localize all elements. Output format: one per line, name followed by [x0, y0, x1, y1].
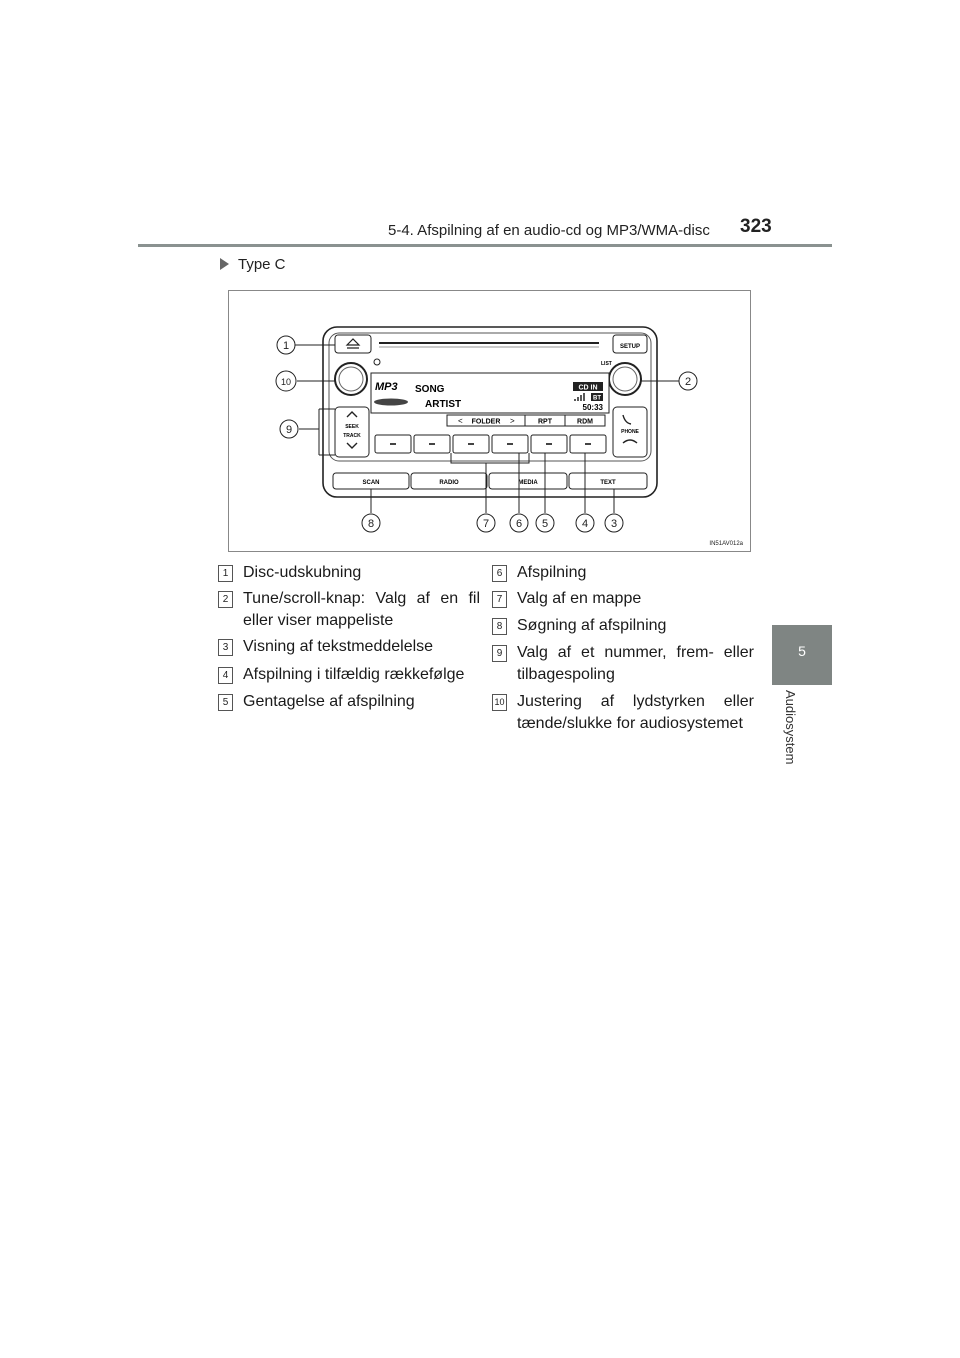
time-label: 50:33	[582, 403, 603, 412]
mp3-label: MP3	[375, 381, 398, 393]
legend-text: Gentagelse af afspilning	[243, 693, 415, 710]
legend-text: Afspilning	[517, 564, 587, 581]
callout-10: 10	[280, 377, 292, 387]
radio-label: RADIO	[439, 480, 459, 486]
legend-number: 8	[492, 618, 507, 635]
folder-right-icon: >	[510, 416, 515, 426]
artist-label: ARTIST	[425, 399, 462, 410]
track-label: TRACK	[343, 433, 361, 439]
legend-number: 9	[492, 645, 507, 662]
callout-4: 4	[581, 518, 589, 530]
tune-knob	[609, 363, 641, 395]
legend-text: Søgning af afspilning	[517, 617, 667, 634]
legend-text: Justering af lydstyrken eller tænde/slukke for audiosystemet	[517, 693, 754, 732]
figure-code: IN51AV012a	[709, 541, 743, 547]
chapter-label	[783, 690, 808, 800]
legend-number: 6	[492, 565, 507, 582]
folder-label: FOLDER	[471, 418, 501, 426]
callout-2: 2	[684, 376, 692, 388]
folder-left-icon: <	[458, 416, 463, 426]
seek-track-button	[335, 407, 369, 457]
callout-7: 7	[482, 518, 490, 530]
legend-text: Valg af et nummer, frem- eller tilbagespoling	[517, 644, 754, 683]
legend-text: Valg af en mappe	[517, 590, 642, 607]
rpt-label: RPT	[538, 418, 552, 426]
song-label: SONG	[415, 384, 445, 395]
callout-3: 3	[610, 518, 618, 530]
legend-text: Tune/scroll-knap: Valg af en fil eller viser mappeliste	[243, 590, 480, 629]
rdm-label: RDM	[577, 418, 593, 426]
legend-number: 3	[218, 639, 233, 656]
page-number: 323	[740, 216, 772, 237]
section-marker	[220, 256, 286, 273]
section-label: Type C	[238, 256, 286, 273]
callout-1: 1	[282, 340, 290, 352]
callout-6: 6	[515, 518, 523, 530]
legend-text: Afspilning i tilfældig rækkefølge	[243, 666, 465, 683]
bt-label: BT	[593, 395, 601, 402]
callout-5: 5	[541, 518, 549, 530]
cd-in-label: CD IN	[578, 384, 598, 392]
legend-number: 2	[218, 591, 233, 608]
seek-label: SEEK	[345, 424, 359, 430]
audio-unit-illustration	[229, 291, 750, 551]
wma-logo	[374, 399, 408, 406]
display	[371, 373, 609, 413]
chapter-tab	[772, 625, 832, 685]
media-label: MEDIA	[518, 480, 538, 486]
scan-label: SCAN	[362, 480, 380, 486]
triangle-bullet-icon	[220, 258, 229, 270]
audio-unit-figure	[228, 290, 751, 552]
text-label: TEXT	[600, 480, 616, 486]
callout-9: 9	[285, 424, 293, 436]
legend-number: 10	[492, 694, 507, 711]
callout-8: 8	[367, 518, 375, 530]
legend-number: 7	[492, 591, 507, 608]
chapter-label-text: Audiosystem	[783, 690, 798, 765]
eject-button	[335, 335, 371, 353]
header-rule	[138, 244, 832, 247]
legend-number: 5	[218, 694, 233, 711]
setup-label: SETUP	[619, 344, 641, 350]
legend-number: 1	[218, 565, 233, 582]
chapter-number: 5	[798, 643, 806, 659]
header-title: 5-4. Afspilning af en audio-cd og MP3/WMA-disc	[388, 222, 710, 239]
phone-label: PHONE	[621, 429, 639, 435]
volume-knob	[335, 363, 367, 395]
legend-text: Visning af tekstmeddelelse	[243, 638, 434, 655]
legend-number: 4	[218, 667, 233, 684]
list-label: LIST	[601, 361, 612, 367]
legend-text: Disc-udskubning	[243, 564, 362, 581]
